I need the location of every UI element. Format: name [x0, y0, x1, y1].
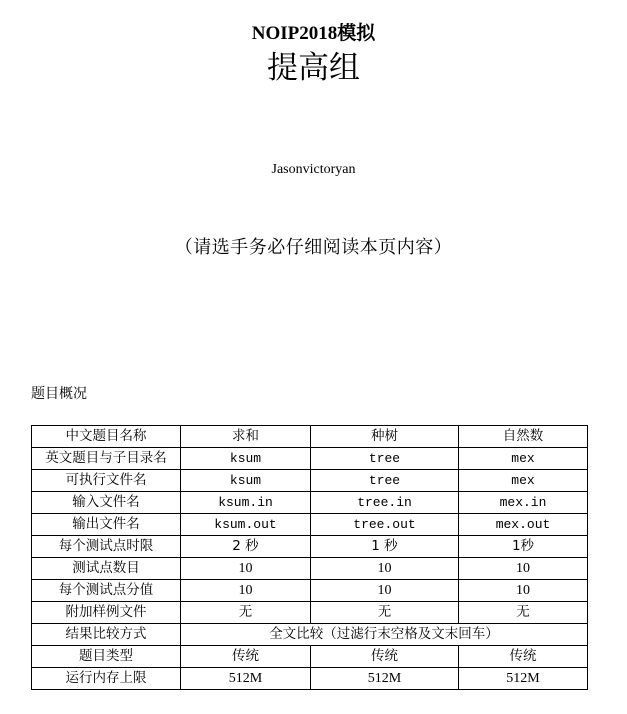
row-label: 附加样例文件 [32, 602, 181, 624]
cell-problem-2: 1 秒 [311, 536, 459, 558]
cell-problem-1: ksum [181, 470, 311, 492]
row-label: 输出文件名 [32, 514, 181, 536]
cell-problem-1: 512M [181, 668, 311, 690]
row-label: 测试点数目 [32, 558, 181, 580]
row-label: 题目类型 [32, 646, 181, 668]
row-label: 可执行文件名 [32, 470, 181, 492]
cell-problem-2: tree [311, 470, 459, 492]
problem-overview-table [31, 425, 588, 690]
cell-problem-1: ksum.in [181, 492, 311, 514]
row-label: 每个测试点分值 [32, 580, 181, 602]
cell-problem-3: mex [459, 448, 588, 470]
row-label: 结果比较方式 [32, 624, 181, 646]
cell-merged: 全文比较（过滤行末空格及文末回车） [181, 624, 588, 646]
cell-problem-1: 求和 [181, 426, 311, 448]
cell-problem-3: 512M [459, 668, 588, 690]
cell-problem-1: ksum.out [181, 514, 311, 536]
cell-problem-2: tree [311, 448, 459, 470]
reading-notice: （请选手务必仔细阅读本页内容） [174, 237, 453, 258]
row-label: 英文题目与子目录名 [32, 448, 181, 470]
cell-problem-1: ksum [181, 448, 311, 470]
cell-problem-1: 10 [181, 558, 311, 580]
cell-problem-3: 无 [459, 602, 588, 624]
table-row-sample-files [32, 602, 588, 624]
cell-problem-2: 10 [311, 580, 459, 602]
table-row-executable [32, 470, 588, 492]
table-row-test-count [32, 558, 588, 580]
table-row-output-file [32, 514, 588, 536]
table-row-compare-method [32, 624, 588, 646]
table-row-english-name [32, 448, 588, 470]
table-row-test-score [32, 580, 588, 602]
cell-problem-2: tree.in [311, 492, 459, 514]
cell-problem-1: 无 [181, 602, 311, 624]
cell-problem-1: 传统 [181, 646, 311, 668]
cell-problem-3: 传统 [459, 646, 588, 668]
cell-problem-2: tree.out [311, 514, 459, 536]
cell-problem-3: mex [459, 470, 588, 492]
cell-problem-3: 自然数 [459, 426, 588, 448]
row-label: 中文题目名称 [32, 426, 181, 448]
author-name: Jasonvictoryan [271, 162, 356, 177]
cell-problem-3: 10 [459, 558, 588, 580]
table-row-chinese-name [32, 426, 588, 448]
cell-problem-2: 无 [311, 602, 459, 624]
group-title: 提高组 [267, 50, 360, 86]
cell-problem-2: 种树 [311, 426, 459, 448]
cell-problem-3: 10 [459, 580, 588, 602]
cell-problem-3: 1秒 [459, 536, 588, 558]
cell-problem-2: 10 [311, 558, 459, 580]
section-title-overview: 题目概况 [31, 386, 87, 402]
cell-problem-1: 2 秒 [181, 536, 311, 558]
table-row-problem-type [32, 646, 588, 668]
row-label: 输入文件名 [32, 492, 181, 514]
row-label: 每个测试点时限 [32, 536, 181, 558]
table-row-memory-limit [32, 668, 588, 690]
cell-problem-3: mex.out [459, 514, 588, 536]
row-label: 运行内存上限 [32, 668, 181, 690]
table-row-input-file [32, 492, 588, 514]
cell-problem-2: 传统 [311, 646, 459, 668]
contest-title: NOIP2018模拟 [251, 23, 376, 44]
table-row-time-limit [32, 536, 588, 558]
cell-problem-1: 10 [181, 580, 311, 602]
cell-problem-2: 512M [311, 668, 459, 690]
cell-problem-3: mex.in [459, 492, 588, 514]
